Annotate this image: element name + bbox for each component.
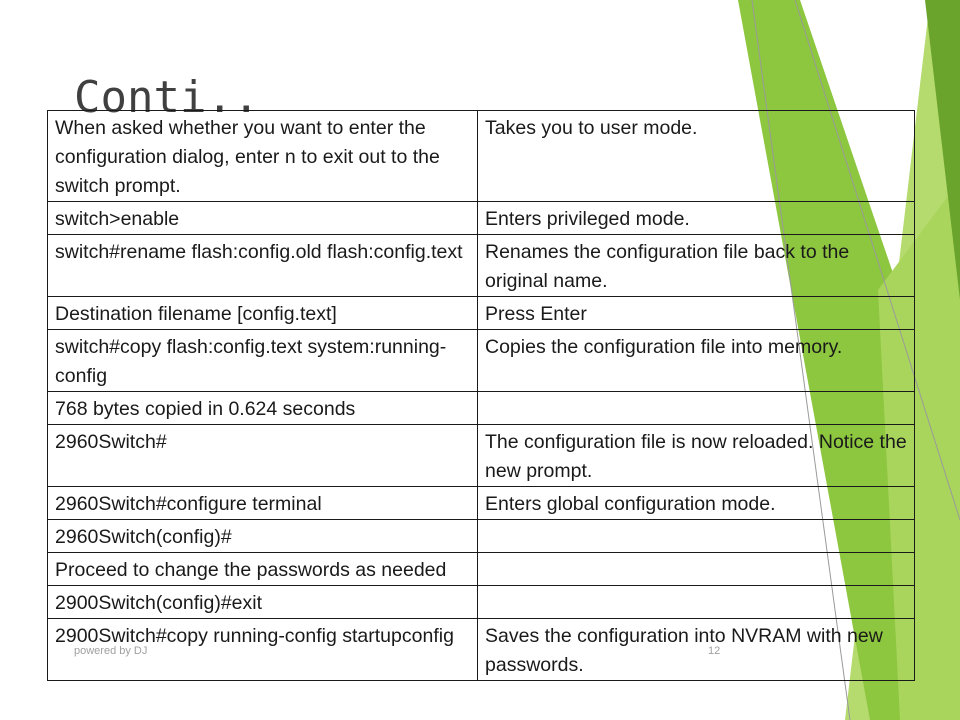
description-cell: Enters global configuration mode.: [478, 487, 915, 520]
command-cell: 2960Switch(config)#: [48, 520, 478, 553]
command-cell: switch#copy flash:config.text system:running-config: [48, 330, 478, 392]
slide-title: Conti..: [74, 72, 260, 123]
description-cell: Takes you to user mode.: [478, 111, 915, 202]
command-cell: When asked whether you want to enter the configuration dialog, enter n to exit out to the switch prompt.: [48, 111, 478, 202]
description-cell: [478, 553, 915, 586]
description-cell: Renames the configuration file back to the original name.: [478, 235, 915, 297]
table-row: [48, 586, 915, 619]
description-cell: [478, 520, 915, 553]
command-cell: switch>enable: [48, 202, 478, 235]
table-row: [48, 330, 915, 392]
command-cell: 2900Switch#copy running-config startupconfig: [48, 619, 478, 681]
steps-table: [47, 110, 915, 681]
table-row: [48, 520, 915, 553]
table-row: [48, 297, 915, 330]
command-cell: switch#rename flash:config.old flash:config.text: [48, 235, 478, 297]
description-cell: The configuration file is now reloaded. Notice the new prompt.: [478, 425, 915, 487]
footer-credit: powered by DJ: [74, 645, 148, 657]
command-cell: 2960Switch#: [48, 425, 478, 487]
description-cell: [478, 392, 915, 425]
command-cell: 768 bytes copied in 0.624 seconds: [48, 392, 478, 425]
page-number: 12: [708, 645, 721, 657]
command-cell: Proceed to change the passwords as needed: [48, 553, 478, 586]
command-cell: 2960Switch#configure terminal: [48, 487, 478, 520]
table-row: [48, 619, 915, 681]
table-row: [48, 111, 915, 202]
table-row: [48, 487, 915, 520]
table-row: [48, 202, 915, 235]
command-cell: 2900Switch(config)#exit: [48, 586, 478, 619]
table-row: [48, 235, 915, 297]
table-row: [48, 553, 915, 586]
command-cell: Destination filename [config.text]: [48, 297, 478, 330]
description-cell: [478, 586, 915, 619]
description-cell: Enters privileged mode.: [478, 202, 915, 235]
description-cell: Copies the configuration file into memory.: [478, 330, 915, 392]
table-row: [48, 392, 915, 425]
description-cell: Press Enter: [478, 297, 915, 330]
description-cell: Saves the configuration into NVRAM with new passwords.: [478, 619, 915, 681]
table-row: [48, 425, 915, 487]
